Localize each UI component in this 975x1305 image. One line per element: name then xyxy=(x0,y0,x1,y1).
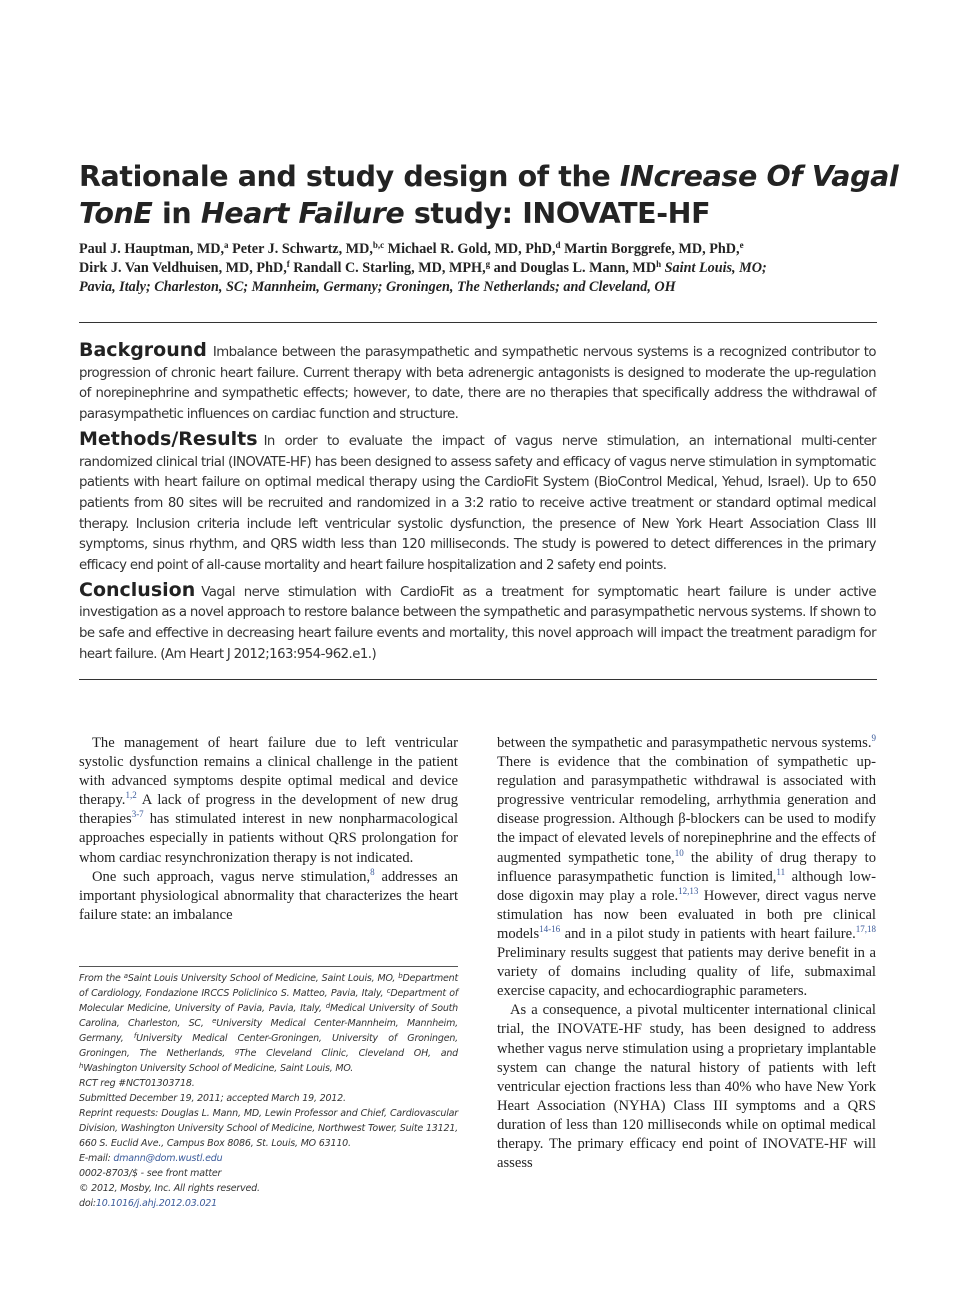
affiliation-mark: d xyxy=(555,240,561,250)
title-text: in xyxy=(152,197,201,230)
footnote-text: Saint Louis University School of Medicine, Saint Louis, MO, xyxy=(127,973,396,984)
affiliations-footnote xyxy=(79,971,458,1076)
affiliation-mark: h xyxy=(656,259,662,269)
footnotes xyxy=(79,971,458,1211)
abstract-text: In order to evaluate the impact of vagus nerve stimulation, an international multi-center randomized clinical trial (INOVATE-HF) has been designed to assess safety and efficacy of vagus nerve stimulation in symptomatic patients with heart failure on optimal medical therapy using the CardioFit System (BioControl Medical, Yehud, Israel). Up to 650 patients from 80 sites will be recruited and randomized in a 3:2 ratio to receive active treatment or standard optimal medical therapy. Inclusion criteria include left ventricular systolic dysfunction, the presence of New York Heart Association Class III symptoms, sinus rhythm, and QRS width less than 120 milliseconds. The study is powered to detect differences in the primary efficacy end point of all-cause mortality and heart failure hospitalization and 2 safety end points. xyxy=(79,433,876,574)
issn-line: 0002-8703/$ - see front matter xyxy=(79,1168,222,1179)
title-line-2 xyxy=(79,195,879,232)
doi-label: doi: xyxy=(79,1198,96,1209)
abstract-background xyxy=(79,340,876,426)
affiliation-mark: f xyxy=(286,259,290,269)
body-paragraph xyxy=(497,734,876,1001)
title-italic-text: INcrease Of Vagal xyxy=(619,160,899,193)
title-text: study: INOVATE-HF xyxy=(404,197,711,230)
title-line-1 xyxy=(79,158,899,195)
body-text: A lack of progress in the development of new drug therapies xyxy=(79,792,458,828)
affiliation-mark: e xyxy=(212,1017,217,1025)
abstract-methods xyxy=(79,429,876,577)
author-line-2 xyxy=(79,259,879,278)
author-name: Michael R. Gold, MD, PhD, xyxy=(387,241,556,257)
abstract-heading: Background xyxy=(79,339,207,361)
body-column-right xyxy=(497,734,876,1173)
affiliation-mark: g xyxy=(234,1047,240,1055)
body-text: although low-dose digoxin may play a role. xyxy=(497,868,876,904)
affiliation-mark: h xyxy=(79,1062,84,1070)
body-text: However, direct vagus nerve stimulation has now been evaluated in both pre clinical models xyxy=(497,887,876,942)
affiliation-mark: e xyxy=(739,240,744,250)
affiliation-mark: g xyxy=(485,259,491,269)
author-line-1 xyxy=(79,240,879,259)
body-text: Preliminary results suggest that patients may derive benefit in a variety of domains including quality of life, submaximal exercise capacity, and echocardiographic parameters. xyxy=(497,945,876,1000)
author-name: and Douglas L. Mann, MD xyxy=(493,260,657,276)
submission-dates: Submitted December 19, 2011; accepted March 19, 2012. xyxy=(79,1093,346,1104)
footnote-text: From the xyxy=(79,973,121,984)
title-italic-text: TonE xyxy=(79,197,153,230)
citation-link[interactable]: 14-16 xyxy=(539,923,561,934)
author-name: Dirk J. Van Veldhuisen, MD, PhD, xyxy=(79,260,287,276)
affiliation-mark: b xyxy=(398,972,403,980)
abstract-bottom-rule xyxy=(79,679,877,680)
trial-registration: RCT reg #NCT01303718. xyxy=(79,1078,195,1089)
reprint-requests: Reprint requests: Douglas L. Mann, MD, Lewin Professor and Chief, Cardiovascular Division, Washington University School of Medicine, Northwest Tower, Suite 13121, 660 S. Euclid Ave., Campus Box 8086, St. Louis, MO 63110. xyxy=(79,1108,458,1149)
body-text: has stimulated interest in new nonpharmacological approaches especially in patients without QRS prolongation for whom cardiac resynchronization therapy is not indicated. xyxy=(79,811,458,866)
body-paragraph: As a consequence, a pivotal multicenter international clinical trial, the INOVATE-HF study, has been designed to address whether vagus nerve stimulation using a proprietary implantable system can change the natural history of patients with left ventricular ejection fractions less than 40% who have New York Heart Association (NYHA) Class III symptoms and a QRS duration of less than 120 milliseconds while on optimal medical therapy. The primary efficacy end point of INOVATE-HF will assess xyxy=(497,1002,876,1172)
citation-link[interactable]: 11 xyxy=(776,866,786,877)
footnote-text: Department of Molecular Medicine, University of Pavia, Pavia, Italy, xyxy=(79,988,458,1014)
affiliation-mark: f xyxy=(133,1032,137,1040)
abstract-heading: Methods/Results xyxy=(79,427,258,450)
abstract-conclusion xyxy=(79,580,876,666)
copyright-line: © 2012, Mosby, Inc. All rights reserved. xyxy=(79,1183,260,1194)
footnote-text: University Medical Center-Groningen, University of Groningen, Groningen, The Netherlands, xyxy=(79,1033,458,1059)
abstract-text: Vagal nerve stimulation with CardioFit as a treatment for symptomatic heart failure is under active investigation as a novel approach to restore balance between the sympathetic and parasympathetic nervous systems. If shown to be safe and effective in decreasing heart failure events and mortality, this novel approach will impact the treatment paradigm for heart failure. (Am Heart J 2012;163:954-962.e1.) xyxy=(79,584,876,662)
footnote-text: University Medical Center-Mannheim, Mannheim, Germany, xyxy=(79,1018,458,1044)
affiliation-mark: b,c xyxy=(372,240,385,250)
article-title xyxy=(79,158,899,232)
email-label: E-mail: xyxy=(79,1153,114,1164)
title-text: Rationale and study design of the xyxy=(79,160,620,193)
citation-link[interactable]: 8 xyxy=(370,866,375,877)
author-name: Randall C. Starling, MD, MPH, xyxy=(293,260,486,276)
citation-link[interactable]: 1,2 xyxy=(125,790,137,801)
body-text: One such approach, vagus nerve stimulation, xyxy=(92,868,371,885)
body-paragraph xyxy=(79,734,458,868)
body-text: and in a pilot study in patients with heart failure. xyxy=(560,925,856,942)
citation-link[interactable]: 17,18 xyxy=(855,923,876,934)
citation-link[interactable]: 3-7 xyxy=(131,809,144,820)
author-location: Saint Louis, MO; xyxy=(664,260,767,276)
footnote-text: Department of Cardiology, Fondazione IRCCS Policlinico S. Matteo, Pavia, Italy, xyxy=(79,973,459,999)
affiliation-mark: d xyxy=(325,1002,330,1010)
author-name: Martin Borggrefe, MD, PhD, xyxy=(564,241,740,257)
body-text: addresses an important physiological abnormality that characterizes the heart failure state: an imbalance xyxy=(79,868,459,923)
author-locations: Pavia, Italy; Charleston, SC; Mannheim, Germany; Groningen, The Netherlands; and Cleveland, OH xyxy=(79,279,676,295)
title-italic-text: Heart Failure xyxy=(200,197,405,230)
citation-link[interactable]: 12,13 xyxy=(678,885,699,896)
author-name: Peter J. Schwartz, MD, xyxy=(232,241,373,257)
citation-link[interactable]: 10 xyxy=(674,847,684,858)
email-line xyxy=(79,1151,458,1166)
author-name: Paul J. Hauptman, MD, xyxy=(79,241,225,257)
affiliation-mark: a xyxy=(224,240,229,250)
footnote-text: Medical University of South Carolina, Charleston, SC, xyxy=(79,1003,458,1029)
abstract-heading: Conclusion xyxy=(79,578,196,601)
footnote-rule xyxy=(79,966,458,967)
body-paragraph xyxy=(79,868,458,925)
body-text: the ability of drug therapy to influence parasympathetic function is limited, xyxy=(497,849,876,885)
email-link[interactable]: dmann@dom.wustl.edu xyxy=(113,1153,223,1164)
footnote-text: The Cleveland Clinic, Cleveland OH, and xyxy=(239,1048,458,1059)
affiliation-mark: a xyxy=(123,972,128,980)
abstract-top-rule xyxy=(79,322,877,323)
body-text: The management of heart failure due to left ventricular systolic dysfunction remains a clinical challenge in the patient with advanced symptoms despite optimal medical and device therapy. xyxy=(79,735,458,809)
citation-link[interactable]: 9 xyxy=(871,733,876,743)
body-column-left xyxy=(79,734,458,925)
author-list xyxy=(79,240,879,297)
abstract xyxy=(79,340,876,669)
affiliation-mark: c xyxy=(386,987,391,995)
footnote-text: Washington University School of Medicine, Saint Louis, MO. xyxy=(83,1063,354,1074)
abstract-text: Imbalance between the parasympathetic and sympathetic nervous systems is a recognized contributor to progression of chronic heart failure. Current therapy with beta adrenergic antagonists is designed to moderate the up-regulation of norepinephrine and sympathetic effects; however, to date, there are no therapies that specifically address the withdrawal of parasympathetic influences on cardiac function and structure. xyxy=(79,345,876,423)
body-text: between the sympathetic and parasympathetic nervous systems. xyxy=(497,735,872,751)
body-text: There is evidence that the combination of sympathetic up-regulation and parasympathetic withdrawal is associated with progressive ventricular remodeling, arrhythmia generation and disease progression. Although β-blockers can be used to modify the impact of elevated levels of norepinephrine and the effects of augmented sympathetic tone, xyxy=(497,754,877,866)
doi-line xyxy=(79,1196,458,1211)
doi-link[interactable]: 10.1016/j.ahj.2012.03.021 xyxy=(95,1198,217,1209)
